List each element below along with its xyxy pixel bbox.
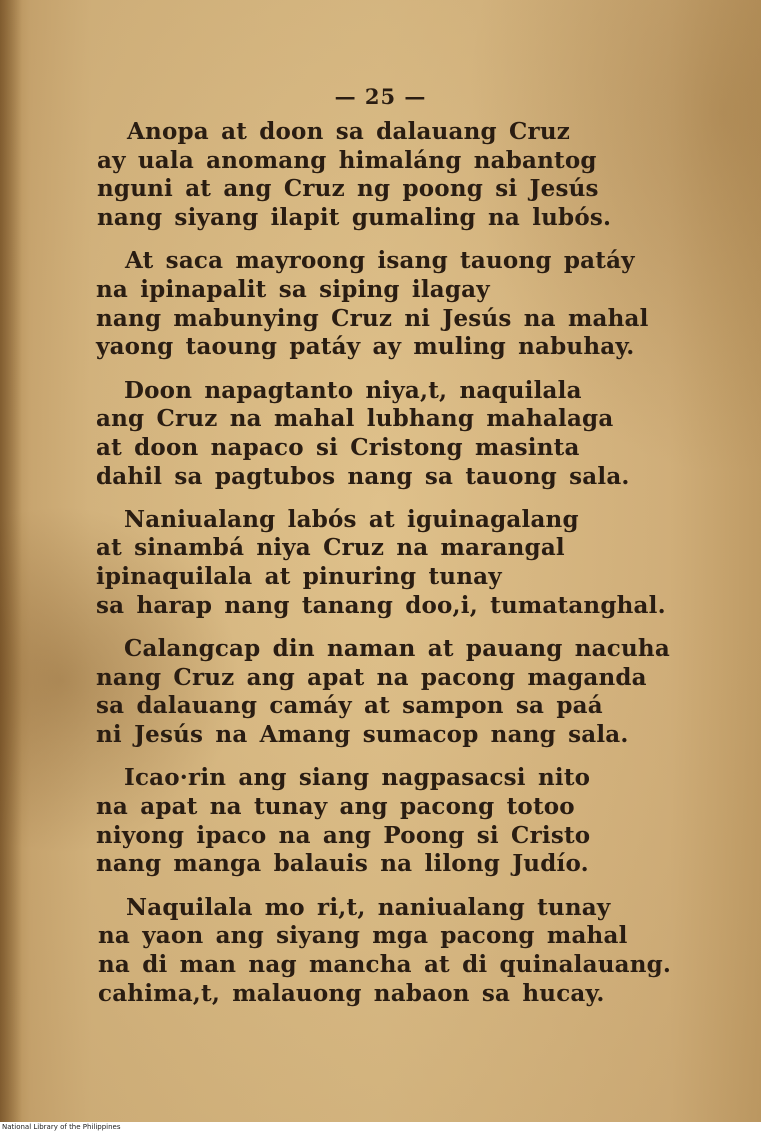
page-number: — 25 — bbox=[334, 84, 427, 109]
verse-line: Naquilala mo ri,t, naniualang tunay bbox=[126, 893, 611, 921]
stanza-4 bbox=[0, 506, 761, 621]
poem-body bbox=[0, 118, 761, 1023]
verse-line: sa dalauang camáy at sampon sa paá bbox=[96, 692, 603, 720]
stanza-3 bbox=[0, 377, 761, 492]
verse-line: na di man nag mancha at di quinalauang. bbox=[98, 950, 672, 978]
verse-line: Doon napagtanto niya,t, naquilala bbox=[124, 376, 582, 404]
verse-line: na ipinapalit sa siping ilagay bbox=[96, 275, 490, 303]
stanza-1 bbox=[0, 118, 761, 233]
verse-line: Anopa at doon sa dalauang Cruz bbox=[127, 118, 571, 145]
verse-line: ni Jesús na Amang sumacop nang sala. bbox=[96, 721, 629, 749]
stanza-7 bbox=[0, 894, 761, 1009]
verse-line: ang Cruz na mahal lubhang mahalaga bbox=[96, 405, 614, 433]
verse-line: na yaon ang siyang mga pacong mahal bbox=[98, 922, 628, 950]
verse-line: ay uala anomang himaláng nabantog bbox=[97, 146, 597, 174]
verse-line: Calangcap din naman at pauang nacuha bbox=[124, 635, 670, 662]
verse-line: at doon napaco si Cristong masinta bbox=[96, 433, 580, 461]
verse-line: sa harap nang tanang doo,i, tumatanghal. bbox=[96, 591, 666, 619]
verse-line: nang manga balauis na lilong Judío. bbox=[96, 850, 589, 878]
stanza-5 bbox=[0, 635, 761, 750]
verse-line: cahima,t, malauong nabaon sa hucay. bbox=[98, 979, 605, 1007]
verse-line: niyong ipaco na ang Poong si Cristo bbox=[96, 821, 591, 849]
verse-line: na apat na tunay ang pacong totoo bbox=[96, 792, 575, 820]
verse-line: Naniualang labós at iguinagalang bbox=[124, 505, 579, 533]
verse-line: Icao·rin ang siang nagpasacsi nito bbox=[124, 764, 591, 792]
verse-line: at sinambá niya Cruz na marangal bbox=[96, 534, 565, 562]
verse-line: dahil sa pagtubos nang sa tauong sala. bbox=[96, 462, 630, 490]
verse-line: yaong taoung patáy ay muling nabuhay. bbox=[96, 333, 635, 361]
stanza-6 bbox=[0, 764, 761, 879]
stanza-2 bbox=[0, 247, 761, 362]
verse-line: nang mabunying Cruz ni Jesús na mahal bbox=[96, 304, 649, 332]
verse-line: At saca mayroong isang tauong patáy bbox=[125, 247, 635, 275]
verse-line: ipinaquilala at pinuring tunay bbox=[96, 563, 502, 591]
verse-line: nguni at ang Cruz ng poong si Jesús bbox=[97, 175, 599, 203]
library-credit: National Library of the Philippines bbox=[0, 1122, 761, 1133]
verse-line: nang siyang ilapit gumaling na lubós. bbox=[97, 204, 612, 232]
verse-line: nang Cruz ang apat na pacong maganda bbox=[96, 663, 647, 691]
